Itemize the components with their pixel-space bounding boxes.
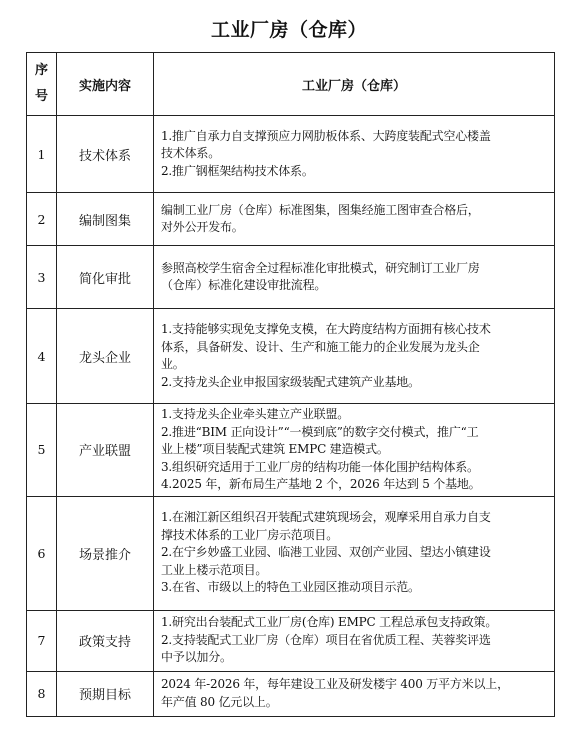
header-index [27, 53, 57, 116]
content-line: 2.支持装配式工业厂房（仓库）项目在省优质工程、芙蓉奖评选 [161, 632, 491, 647]
content-line: 中予以加分。 [161, 650, 232, 665]
content-line: 3.组织研究适用于工业厂房的结构功能一体化围护结构体系。 [161, 459, 479, 474]
header-index-line2: 号 [34, 89, 48, 104]
row-item: 预期目标 [57, 671, 154, 716]
content-line: 1.支持能够实现免支撑免支模，在大跨度结构方面拥有核心技术 [161, 322, 491, 336]
content-line: 1.推广自承力自支撑预应力网肋板体系、大跨度装配式空心楼盖 [161, 128, 491, 143]
row-content [154, 671, 555, 716]
table-header-row [27, 53, 555, 116]
table-row [27, 610, 555, 671]
row-item: 政策支持 [57, 610, 154, 671]
content-line: 体系，具备研发、设计、生产和施工能力的企业发展为龙头企 [161, 339, 480, 354]
table-row [27, 309, 555, 404]
table-row [27, 246, 555, 309]
row-index: 2 [27, 193, 57, 246]
row-index: 7 [27, 610, 57, 671]
content-line: 2.支持龙头企业申报国家级装配式建筑产业基地。 [161, 374, 420, 389]
header-index-line1: 序 [34, 63, 48, 78]
content-line: 3.在省、市级以上的特色工业园区推动项目示范。 [161, 580, 420, 595]
header-content: 工业厂房（仓库） [154, 53, 555, 116]
table-row [27, 496, 555, 610]
row-content [154, 116, 555, 193]
row-index: 6 [27, 496, 57, 610]
row-index: 8 [27, 671, 57, 716]
row-item: 编制图集 [57, 193, 154, 246]
content-table [26, 52, 555, 717]
row-content [154, 404, 555, 497]
row-content [154, 496, 555, 610]
content-line: 年产值 80 亿元以上。 [161, 694, 278, 709]
row-item: 产业联盟 [57, 404, 154, 497]
content-line: 撑技术体系的工业厂房示范项目。 [161, 527, 339, 542]
content-line: （仓库）标准化建设审批流程。 [161, 278, 327, 292]
content-line: 技术体系。 [161, 146, 221, 161]
row-index: 4 [27, 309, 57, 404]
content-line: 编制工业厂房（仓库）标准图集，图集经施工图审查合格后， [161, 202, 480, 217]
table-row [27, 116, 555, 193]
content-line: 2.推进“BIM 正向设计”“一模到底”的数字交付模式，推广“工 [161, 424, 479, 439]
row-item: 技术体系 [57, 116, 154, 193]
content-line: 对外公开发布。 [161, 220, 244, 234]
table-row [27, 404, 555, 497]
page-title: 工业厂房（仓库） [210, 19, 367, 41]
row-content [154, 193, 555, 246]
content-line: 业上楼”项目装配式建筑 EMPC 建造模式。 [161, 442, 389, 456]
content-line: 2.在宁乡妙盛工业园、临港工业园、双创产业园、望达小镇建设 [161, 545, 491, 560]
row-index: 1 [27, 116, 57, 193]
row-index: 5 [27, 404, 57, 497]
row-index: 3 [27, 246, 57, 309]
content-line: 工业上楼示范项目。 [161, 562, 268, 577]
header-item: 实施内容 [57, 53, 154, 116]
table-row [27, 671, 555, 716]
row-content [154, 246, 555, 309]
row-item: 龙头企业 [57, 309, 154, 404]
row-content [154, 309, 555, 404]
row-item: 场景推介 [57, 496, 154, 610]
row-content [154, 610, 555, 671]
content-line: 参照高校学生宿舍全过程标准化审批模式，研究制订工业厂房 [161, 260, 480, 275]
row-item: 简化审批 [57, 246, 154, 309]
content-line: 2.推广钢框架结构技术体系。 [161, 163, 314, 178]
content-line: 1.支持龙头企业牵头建立产业联盟。 [161, 407, 350, 421]
content-line: 1.在湘江新区组织召开装配式建筑现场会，观摩采用自承力自支 [161, 510, 491, 525]
content-line: 4.2025 年，新布局生产基地 2 个，2026 年达到 5 个基地。 [161, 477, 481, 491]
table-row [27, 193, 555, 246]
content-line: 1.研究出台装配式工业厂房(仓库) EMPC 工程总承包支持政策。 [161, 615, 498, 630]
content-line: 2024 年-2026 年，每年建设工业及研发楼宇 400 万平方米以上， [161, 677, 509, 691]
content-line: 业。 [161, 357, 185, 371]
